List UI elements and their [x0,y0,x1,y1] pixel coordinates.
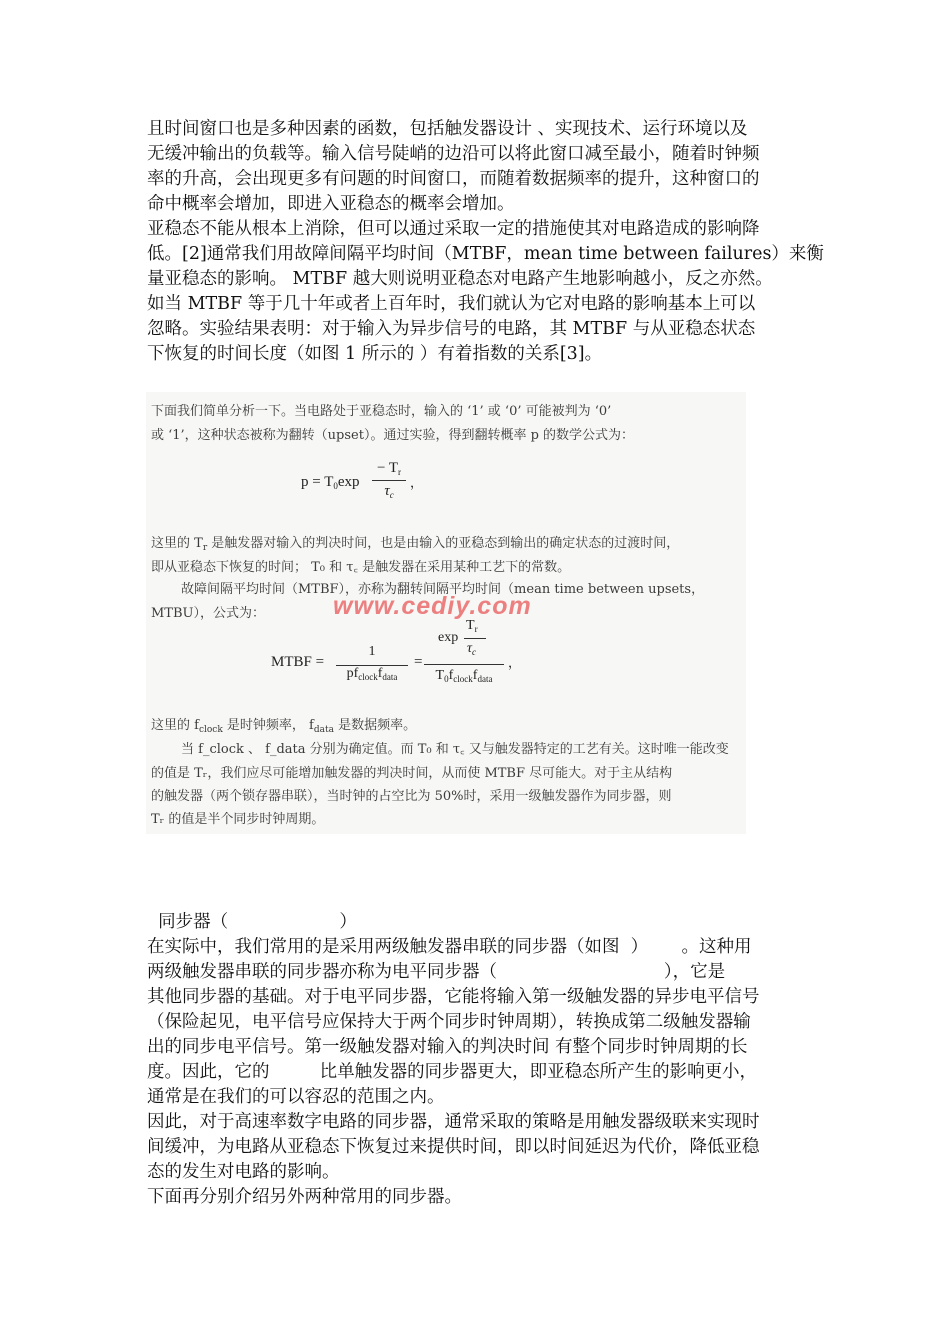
text-line: 且时间窗口也是多种因素的函数，包括触发器设计 、实现技术、运行环境以及 [147,119,748,139]
eq2-f1-numerator: 1 [368,644,376,659]
figure-text-segment: 这里的 f [151,718,199,733]
fraction-bar [464,638,486,639]
text-line: 出的同步电平信号。第一级触发器对输入的判决时间 有整个同步时钟周期的长 [147,1037,748,1057]
figure-text-line [151,714,416,735]
text-line: 下恢复的时间长度（如图 1 所示的 ）有着指数的关系[3]。 [147,344,603,364]
text-line: 在实际中，我们常用的是采用两级触发器串联的同步器（如图 ） 。这种用 [147,937,752,957]
eq2-tail: ， [508,655,522,670]
text-line: 量亚稳态的影响。 MTBF 越大则说明亚稳态对电路产生地影响越小，反之亦然。 [147,269,773,289]
figure-text-segment: 是触发器对输入的判决时间，也是由输入的亚稳态到输出的确定状态的过渡时间， [207,536,680,551]
figure-text-line: Tᵣ 的值是半个同步时钟周期。 [151,812,325,827]
scanned-formula-figure [146,392,746,834]
eq2-f2-den-T: T [435,668,445,683]
text-line: 忽略。实验结果表明：对于输入为异步信号的电路，其 MTBF 与从亚稳态状态 [147,319,756,339]
eq2-fraction-2 [424,618,504,684]
text-line: 无缓冲输出的负载等。输入信号陡峭的边沿可以将此窗口减至最小，随着时钟频 [147,144,760,164]
eq2-f2-den-sub: 0 [444,674,449,684]
figure-text-line: 当 f_clock 、 f_data 分别为确定值。而 T₀ 和 τ꜀ 又与触发器特定的工艺有关。这时唯一能改变 [181,742,729,757]
figure-text-sub: r [202,543,208,553]
text-line: 如当 MTBF 等于几十年或者上百年时，我们就认为它对电路的影响基本上可以 [147,294,756,314]
figure-text-segment: 是数据频率。 [333,718,417,733]
eq2-fraction-1 [336,644,408,682]
eq1-exp: exp [337,474,360,490]
eq2-f1-den-f: f [377,666,383,681]
eq2-f1-den-sub: clock [358,672,378,682]
text-line: 间缓冲，为电路从亚稳态下恢复过来提供时间，即以时间延迟为代价，降低亚稳 [147,1137,760,1157]
text-line: 低。[2]通常我们用故障间隔平均时间（MTBF，mean time between failures）来衡 [147,244,824,264]
eq1-sub: 0 [333,481,338,491]
text-line: 态的发生对电路的影响。 [147,1162,340,1182]
figure-text-line: MTBU），公式为： [151,606,265,621]
fraction-bar [372,480,406,481]
eq1-tail: ， [410,475,424,490]
figure-text-line: 下面我们简单分析一下。当电路处于亚稳态时，输入的 ‘1’ 或 ‘0’ 可能被判为 ‘0’ [151,404,612,419]
figure-text-sub: data [313,725,334,735]
figure-text-line: 的触发器（两个锁存器串联），当时钟的占空比为 50%时，采用一级触发器作为同步器，则 [151,789,672,804]
text-line: 亚稳态不能从根本上消除，但可以通过采取一定的措施使其对电路造成的影响降 [147,219,760,239]
eq2-f2-den-sub: clock [453,674,473,684]
equation-upset-probability [301,474,360,491]
eq2-lhs: MTBF = [271,654,325,670]
figure-text-line [151,532,679,553]
eq2-f2-den-f: f [448,668,454,683]
eq2-f2-inner-num-sub: r [474,624,478,634]
eq2-f2-inner-num: T [466,618,475,633]
text-line: 因此，对于高速率数字电路的同步器，通常采取的策略是用触发器级联来实现时 [147,1112,760,1132]
fraction-bar [424,664,504,665]
text-line: 命中概率会增加，即进入亚稳态的概率会增加。 [147,194,515,214]
eq2-equals: = [414,654,423,670]
text-line: 度。因此，它的 比单触发器的同步器更大，即亚稳态所产生的影响更小， [147,1062,758,1082]
fraction-bar [336,665,408,666]
eq2-f2-exp: exp [438,630,459,645]
text-line: 通常是在我们的可以容忍的范围之内。 [147,1087,445,1107]
eq1-denominator: τ [384,483,390,499]
text-line: 其他同步器的基础。对于电平同步器，它能将输入第一级触发器的异步电平信号 [147,987,760,1007]
figure-text-segment: 是时钟频率， f [222,718,314,733]
eq1-lhs: p = T [301,474,334,490]
paragraph-synchronizer [147,910,812,1210]
text-line: 下面再分别介绍另外两种常用的同步器。 [147,1187,462,1207]
eq2-f1-den-sub: data [382,672,398,682]
figure-text-sub: clock [198,725,223,735]
figure-text-line: 即从亚稳态下恢复的时间； T₀ 和 τ꜀ 是触发器在采用某种工艺下的常数。 [151,560,571,575]
figure-text-line: 的值是 Tᵣ，我们应尽可能增加触发器的判决时间，从而使 MTBF 尽可能大。对于主从结构 [151,766,673,781]
eq2-f2-den-f: f [472,668,478,683]
eq1-numerator-sub: r [398,467,402,477]
watermark-logo: www.cediy.com [333,592,532,620]
paragraph-mtbf [147,217,824,367]
text-line: 两级触发器串联的同步器亦称为电平同步器（ ），它是 [147,962,726,982]
figure-text-segment: 这里的 T [151,536,203,551]
eq1-fraction [372,460,406,500]
section-heading-synchronizer: 同步器（ ） [147,912,357,932]
eq2-f1-den: pf [346,666,359,681]
paragraph-time-window [147,117,812,217]
figure-text-line: 故障间隔平均时间（MTBF），亦称为翻转间隔平均时间（mean time between upsets， [181,582,705,597]
eq2-f2-den-sub: data [477,674,493,684]
eq2-f2-inner-den: τ [467,641,473,656]
text-line: 率的升高，会出现更多有问题的时间窗口，而随着数据频率的提升，这种窗口的 [147,169,760,189]
figure-text-line: 或 ‘1’，这种状态被称为翻转（upset）。通过实验，得到翻转概率 p 的数学公式为： [151,428,635,443]
eq1-numerator: − T [376,460,399,476]
eq1-denominator-sub: c [389,490,394,500]
text-line: （保险起见，电平信号应保持大于两个同步时钟周期），转换成第二级触发器输 [147,1012,751,1032]
eq2-f2-inner-den-sub: c [472,647,477,657]
